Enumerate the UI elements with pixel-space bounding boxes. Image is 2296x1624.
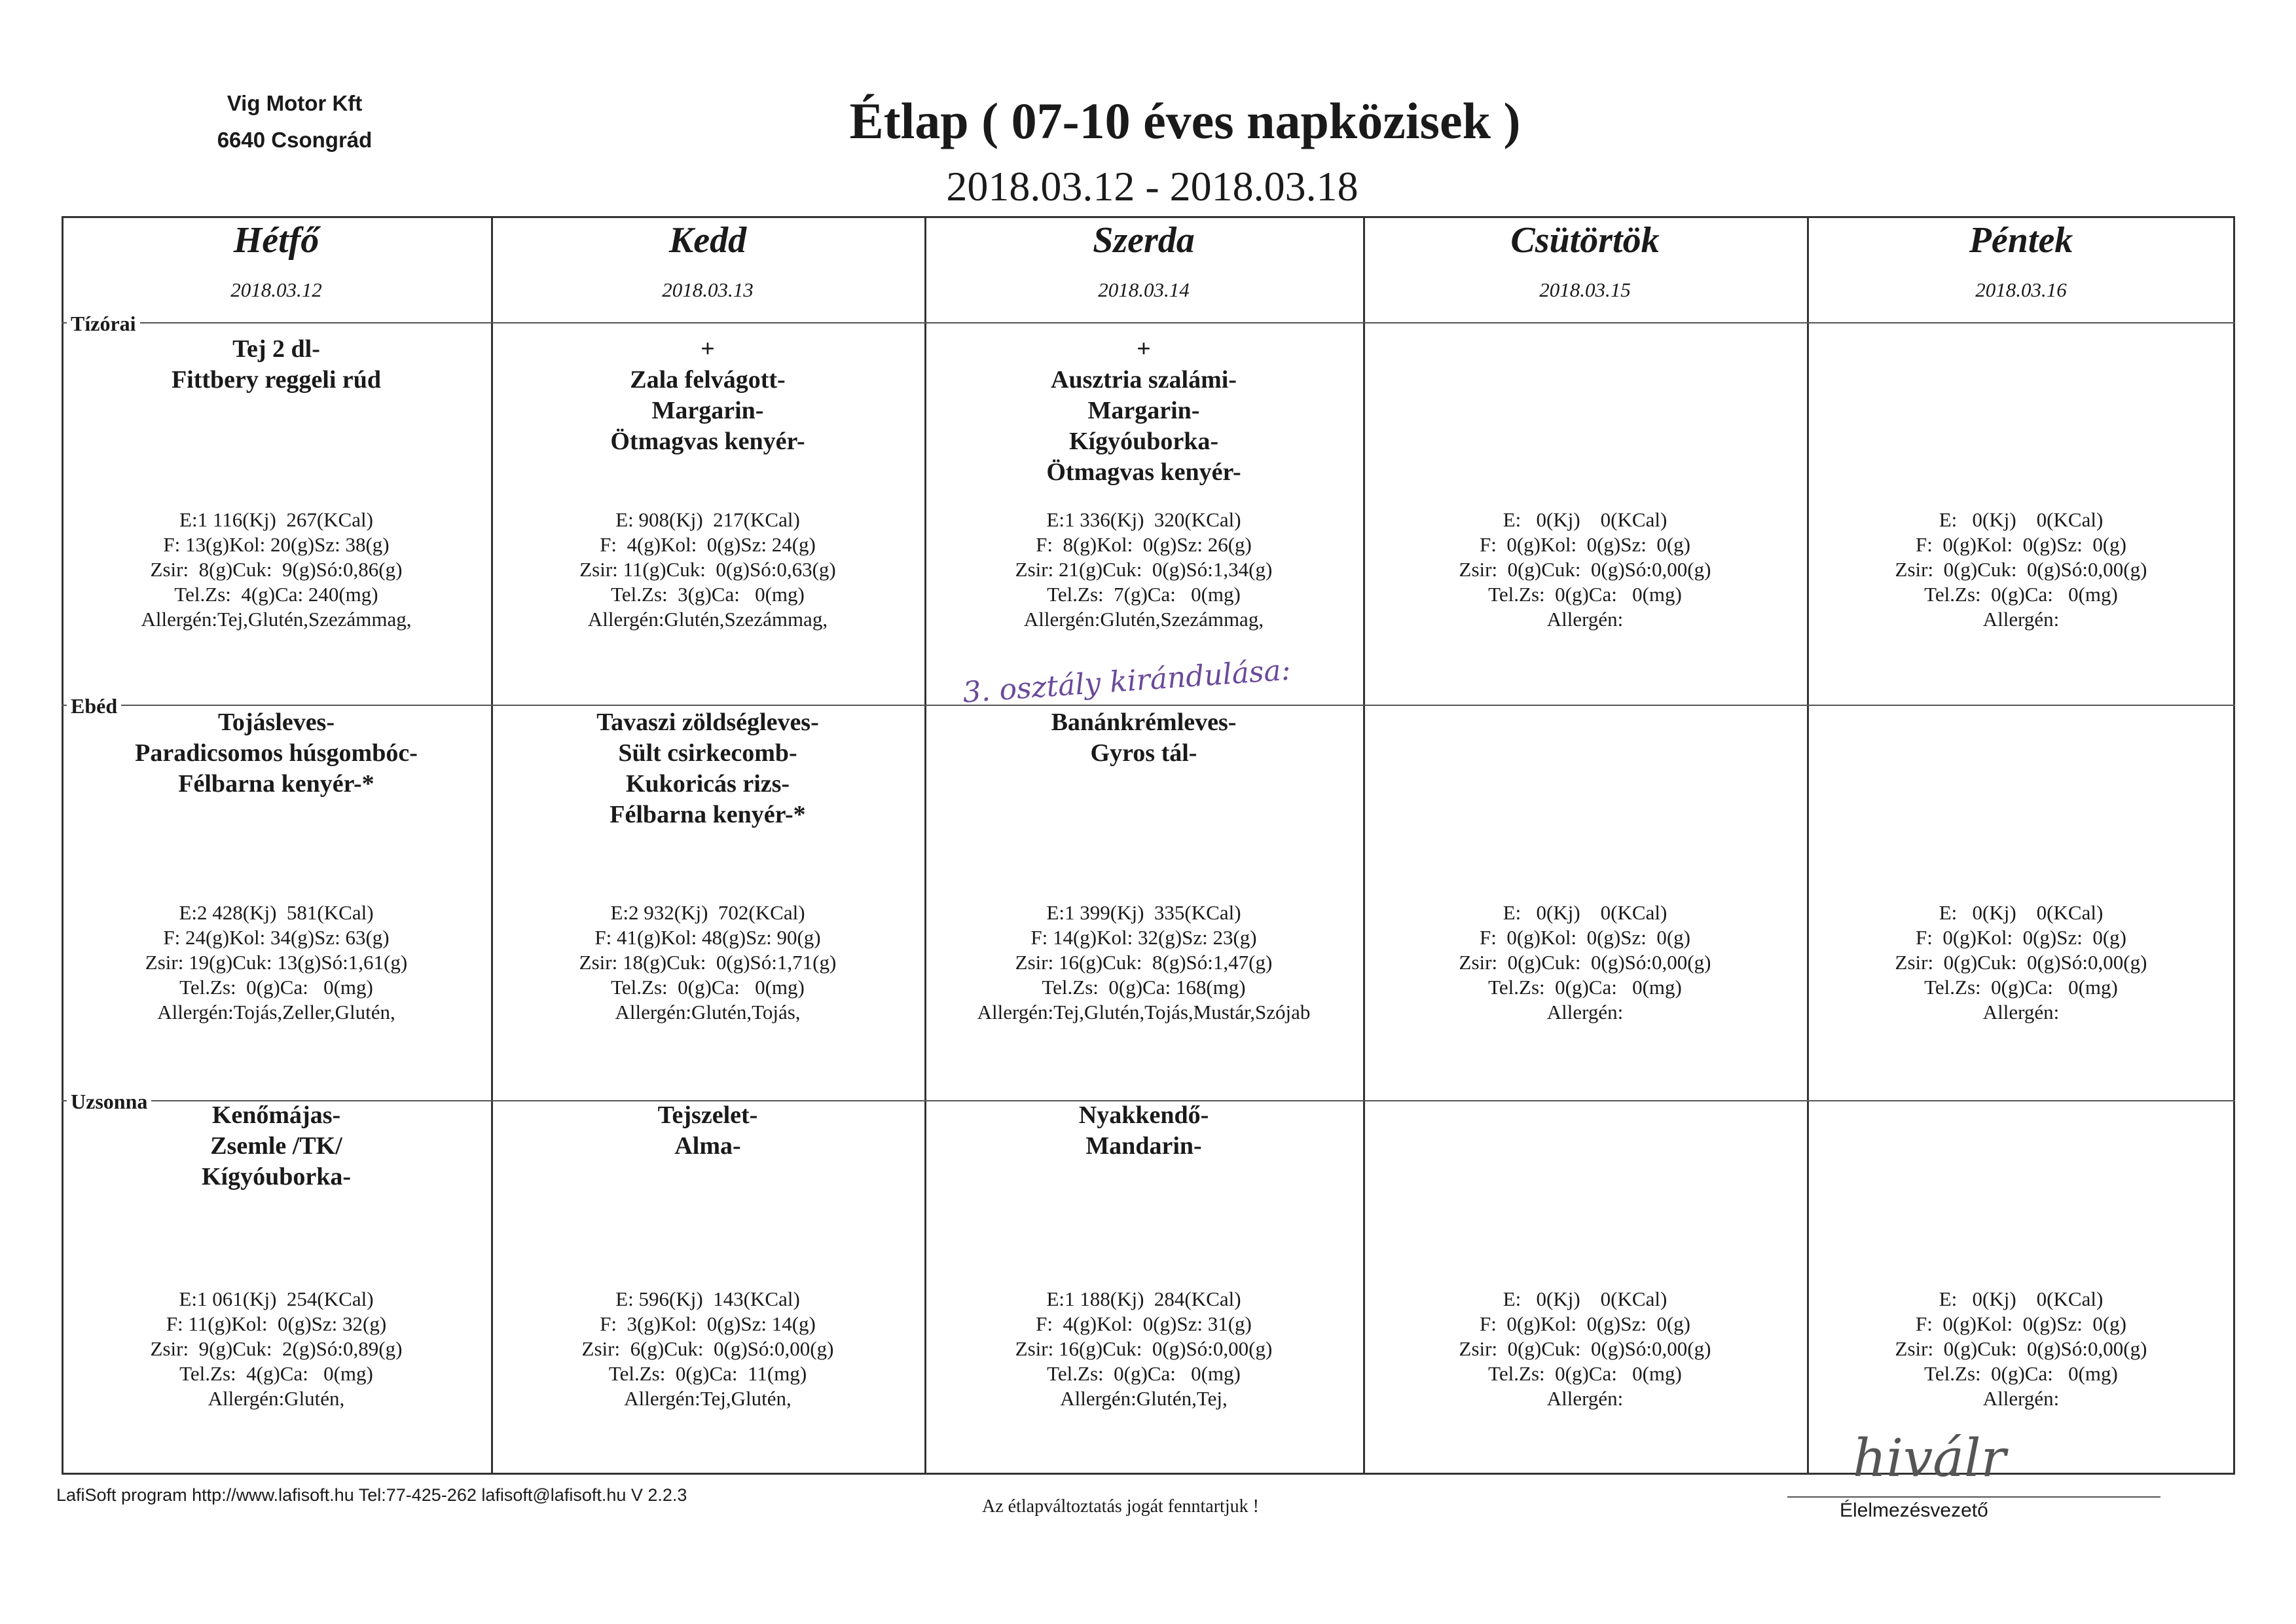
- column-divider: [1807, 216, 1809, 1475]
- dish-list: Kenőmájas- Zsemle /TK/ Kígyóuborka-: [201, 1101, 352, 1190]
- section-divider: [62, 705, 2235, 706]
- company-info: [157, 85, 432, 158]
- nutrition-info: E: 0(Kj) 0(KCal) F: 0(g)Kol: 0(g)Sz: 0(g) Zsir: 0(g)Cuk: 0(g)Só:0,00(g) Tel.Zs: 0(g)Ca: 0(mg) Allergén:: [1459, 508, 1711, 631]
- nutrition-info: E:1 061(Kj) 254(KCal) F: 11(g)Kol: 0(g)Sz: 32(g) Zsir: 9(g)Cuk: 2(g)Só:0,89(g) Tel.Zs: 4(g)Ca: 0(mg) Allergén:Glutén,: [150, 1287, 403, 1410]
- software-footer: LafiSoft program http://www.lafisoft.hu Tel:77-425-262 lafisoft@lafisoft.hu V 2.2.3: [56, 1485, 687, 1505]
- section-label: Uzsonna: [67, 1090, 151, 1114]
- day-date: 2018.03.13: [662, 278, 754, 301]
- handwritten-note: 3. osztály kirándulása:: [961, 653, 1292, 710]
- day-date: 2018.03.16: [1975, 278, 2067, 301]
- dish-list: Nyakkendő- Mandarin-: [1078, 1101, 1209, 1160]
- dish-list: Tej 2 dl- Fittbery reggeli rúd: [171, 335, 382, 394]
- nutrition-info: E: 0(Kj) 0(KCal) F: 0(g)Kol: 0(g)Sz: 0(g) Zsir: 0(g)Cuk: 0(g)Só:0,00(g) Tel.Zs: 0(g)Ca: 0(mg) Allergén:: [1895, 901, 2147, 1024]
- section-label: Ebéd: [67, 694, 121, 718]
- nutrition-info: E: 908(Kj) 217(KCal) F: 4(g)Kol: 0(g)Sz: 24(g) Zsir: 11(g)Cuk: 0(g)Só:0,63(g) Tel.Zs: 3(g)Ca: 0(mg) Allergén:Glutén,Szezámmag,: [579, 508, 836, 631]
- dish-list: + Zala felvágott- Margarin- Ötmagvas kenyér-: [610, 335, 805, 455]
- nutrition-info: E:1 399(Kj) 335(KCal) F: 14(g)Kol: 32(g)Sz: 23(g) Zsir: 16(g)Cuk: 8(g)Só:1,47(g) Tel.Zs: 0(g)Ca: 168(mg) Allergén:Tej,Glutén,Tojás,Mustár,Szójab: [977, 901, 1311, 1024]
- day-date: 2018.03.12: [230, 278, 322, 301]
- date-range: 2018.03.12 - 2018.03.18: [946, 163, 1358, 210]
- dish-list: Tejszelet- Alma-: [657, 1101, 758, 1160]
- day-name: Hétfő: [233, 220, 319, 261]
- nutrition-info: E: 596(Kj) 143(KCal) F: 3(g)Kol: 0(g)Sz: 14(g) Zsir: 6(g)Cuk: 0(g)Só:0,00(g) Tel.Zs: 0(g)Ca: 11(mg) Allergén:Tej,Glutén,: [581, 1287, 834, 1410]
- nutrition-info: E:2 428(Kj) 581(KCal) F: 24(g)Kol: 34(g)Sz: 63(g) Zsir: 19(g)Cuk: 13(g)Só:1,61(g) Tel.Zs: 0(g)Ca: 0(mg) Allergén:Tojás,Zeller,Glutén,: [145, 901, 408, 1024]
- dish-list: Tojásleves- Paradicsomos húsgombóc- Félbarna kenyér-*: [135, 709, 418, 798]
- page-title: Étlap ( 07-10 éves napközisek ): [849, 92, 1521, 149]
- dish-list: Tavaszi zöldségleves- Sült csirkecomb- Kukoricás rizs- Félbarna kenyér-*: [596, 709, 819, 828]
- nutrition-info: E: 0(Kj) 0(KCal) F: 0(g)Kol: 0(g)Sz: 0(g) Zsir: 0(g)Cuk: 0(g)Só:0,00(g) Tel.Zs: 0(g)Ca: 0(mg) Allergén:: [1895, 1287, 2147, 1410]
- column-divider: [1363, 216, 1365, 1475]
- day-date: 2018.03.14: [1098, 278, 1190, 301]
- dish-list: + Ausztria szalámi- Margarin- Kígyóuborka- Ötmagvas kenyér-: [1046, 335, 1241, 486]
- signature-title: Élelmezésvezető: [1840, 1500, 1988, 1521]
- company-address: 6640 Csongrád: [217, 128, 373, 152]
- signature: hiválr: [1853, 1428, 2006, 1488]
- nutrition-info: E:1 336(Kj) 320(KCal) F: 8(g)Kol: 0(g)Sz: 26(g) Zsir: 21(g)Cuk: 0(g)Só:1,34(g) Tel.Zs: 7(g)Ca: 0(mg) Allergén:Glutén,Szezámmag,: [1015, 508, 1273, 631]
- column-divider: [491, 216, 493, 1475]
- nutrition-info: E:1 116(Kj) 267(KCal) F: 13(g)Kol: 20(g)Sz: 38(g) Zsir: 8(g)Cuk: 9(g)Só:0,86(g) Tel.Zs: 4(g)Ca: 240(mg) Allergén:Tej,Glutén,Szezámmag,: [141, 508, 412, 631]
- change-notice: Az étlapváltoztatás jogát fenntartjuk !: [982, 1496, 1259, 1517]
- day-name: Kedd: [668, 220, 747, 261]
- day-name: Péntek: [1969, 220, 2073, 261]
- dish-list: Banánkrémleves- Gyros tál-: [1051, 709, 1237, 767]
- company-name: Vig Motor Kft: [227, 91, 363, 115]
- day-date: 2018.03.15: [1539, 278, 1631, 301]
- day-name: Csütörtök: [1510, 220, 1660, 261]
- nutrition-info: E:2 932(Kj) 702(KCal) F: 41(g)Kol: 48(g)Sz: 90(g) Zsir: 18(g)Cuk: 0(g)Só:1,71(g) Tel.Zs: 0(g)Ca: 0(mg) Allergén:Glutén,Tojás,: [579, 901, 837, 1024]
- day-name: Szerda: [1093, 220, 1195, 261]
- signature-line: [1787, 1496, 2160, 1498]
- section-label: Tízórai: [67, 312, 140, 336]
- nutrition-info: E: 0(Kj) 0(KCal) F: 0(g)Kol: 0(g)Sz: 0(g) Zsir: 0(g)Cuk: 0(g)Só:0,00(g) Tel.Zs: 0(g)Ca: 0(mg) Allergén:: [1459, 1287, 1711, 1410]
- column-divider: [924, 216, 926, 1475]
- nutrition-info: E:1 188(Kj) 284(KCal) F: 4(g)Kol: 0(g)Sz: 31(g) Zsir: 16(g)Cuk: 0(g)Só:0,00(g) Tel.Zs: 0(g)Ca: 0(mg) Allergén:Glutén,Tej,: [1015, 1287, 1273, 1410]
- section-divider: [62, 322, 2235, 323]
- nutrition-info: E: 0(Kj) 0(KCal) F: 0(g)Kol: 0(g)Sz: 0(g) Zsir: 0(g)Cuk: 0(g)Só:0,00(g) Tel.Zs: 0(g)Ca: 0(mg) Allergén:: [1459, 901, 1711, 1024]
- nutrition-info: E: 0(Kj) 0(KCal) F: 0(g)Kol: 0(g)Sz: 0(g) Zsir: 0(g)Cuk: 0(g)Só:0,00(g) Tel.Zs: 0(g)Ca: 0(mg) Allergén:: [1895, 508, 2147, 631]
